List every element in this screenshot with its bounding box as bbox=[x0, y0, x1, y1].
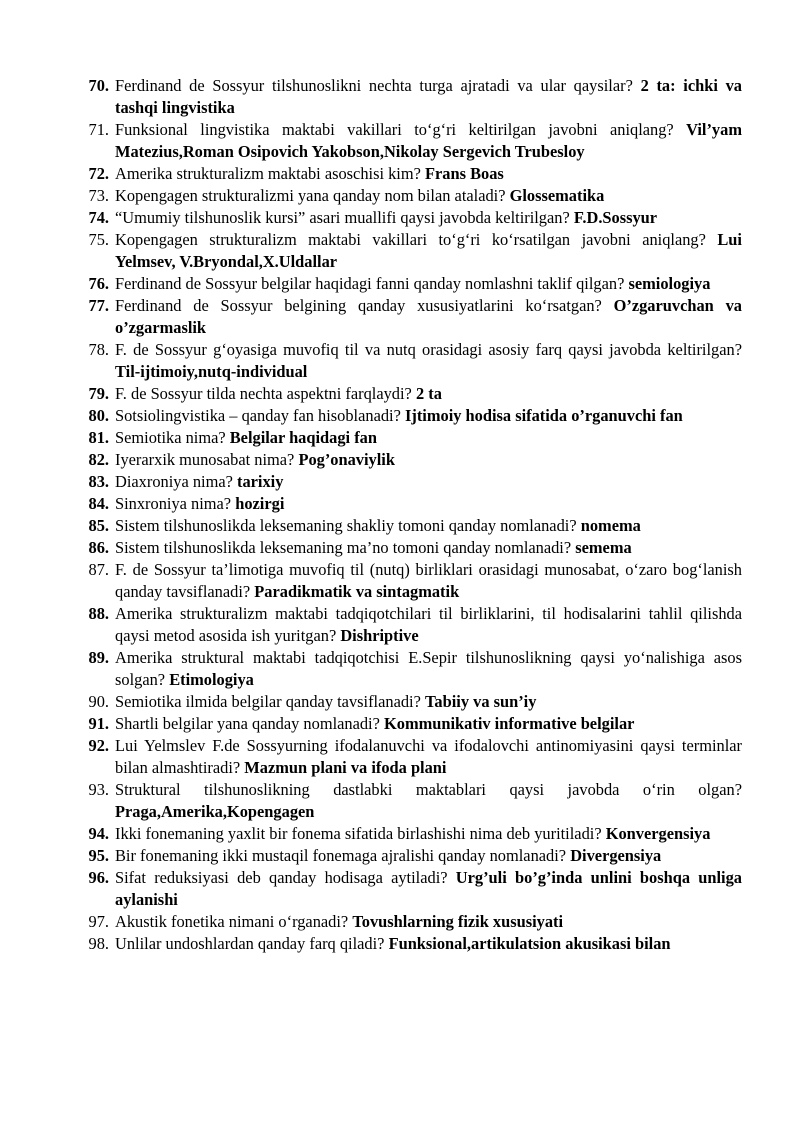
question-number: 92. bbox=[88, 736, 109, 755]
answer-text: Funksional,artikulatsion akusikasi bilan bbox=[388, 934, 671, 953]
question-text: Sifat reduksiyasi deb qanday hodisaga aytiladi? bbox=[115, 868, 448, 887]
question-text: Ferdinand de Sossyur belgining qanday xususiyatlarini ko‘rsatgan? bbox=[115, 296, 602, 315]
question-text: Amerika struktural maktabi tadqiqotchisi E.Sepir tilshunoslikning qaysi yo‘nalishiga asos solgan? bbox=[115, 648, 742, 689]
question-number: 78. bbox=[88, 340, 109, 359]
answer-text: semiologiya bbox=[628, 274, 711, 293]
answer-text: Ijtimoiy hodisa sifatida o’rganuvchi fan bbox=[405, 406, 683, 425]
question-text: Kopengagen strukturalizmi yana qanday nom bilan ataladi? bbox=[115, 186, 506, 205]
question-item-98 bbox=[0, 933, 800, 955]
question-item-82 bbox=[0, 449, 800, 471]
question-number: 80. bbox=[88, 406, 109, 425]
question-text: Ikki fonemaning yaxlit bir fonema sifatida birlashishi nima deb yuritiladi? bbox=[115, 824, 602, 843]
question-text: Semiotika nima? bbox=[115, 428, 226, 447]
question-number: 77. bbox=[88, 296, 109, 315]
answer-text: Pog’onaviylik bbox=[298, 450, 395, 469]
question-number: 93. bbox=[88, 780, 109, 799]
question-text: Shartli belgilar yana qanday nomlanadi? bbox=[115, 714, 380, 733]
question-number: 82. bbox=[88, 450, 109, 469]
question-text: Amerika strukturalizm maktabi asoschisi kim? bbox=[115, 164, 421, 183]
question-item-75 bbox=[0, 229, 800, 273]
question-text: Lui Yelmslev F.de Sossyurning ifodalanuvchi va ifodalovchi antinomiyasini qaysi terminlar bilan almashtiradi? bbox=[115, 736, 742, 777]
question-number: 97. bbox=[88, 912, 109, 931]
answer-text: Lui Yelmsev, V.Bryondal,X.Uldallar bbox=[115, 230, 742, 271]
question-item-89 bbox=[0, 647, 800, 691]
answer-text: O’zgaruvchan va o’zgarmaslik bbox=[115, 296, 742, 337]
answer-text: Etimologiya bbox=[169, 670, 254, 689]
question-number: 73. bbox=[88, 186, 109, 205]
question-number: 79. bbox=[88, 384, 109, 403]
question-number: 87. bbox=[88, 560, 109, 579]
question-item-88 bbox=[0, 603, 800, 647]
answer-text: Vil’yam Matezius,Roman Osipovich Yakobson,Nikolay Sergevich Trubesloy bbox=[115, 120, 742, 161]
question-text: F. de Sossyur ta’limotiga muvofiq til (nutq) birliklari orasidagi munosabat, o‘zaro bog‘lanish qanday tavsiflanadi? bbox=[115, 560, 742, 601]
question-text: Sinxroniya nima? bbox=[115, 494, 232, 513]
question-text: F. de Sossyur tilda nechta aspektni farqlaydi? bbox=[115, 384, 412, 403]
question-text: Iyerarxik munosabat nima? bbox=[115, 450, 295, 469]
question-number: 98. bbox=[88, 934, 109, 953]
answer-text: Kommunikativ informative belgilar bbox=[384, 714, 635, 733]
answer-text: Praga,Amerika,Kopengagen bbox=[115, 802, 315, 821]
question-number: 88. bbox=[88, 604, 109, 623]
answer-text: Paradikmatik va sintagmatik bbox=[254, 582, 460, 601]
question-number: 70. bbox=[88, 76, 109, 95]
question-number: 83. bbox=[88, 472, 109, 491]
question-item-84 bbox=[0, 493, 800, 515]
question-text: Amerika strukturalizm maktabi tadqiqotchilari til birliklarini, til hodisalarini tahlil qilishda qaysi metod asosida ish yuritgan? bbox=[115, 604, 742, 645]
question-item-95 bbox=[0, 845, 800, 867]
question-text: F. de Sossyur g‘oyasiga muvofiq til va nutq orasidagi asosiy farq qaysi javobda keltirilgan? bbox=[115, 340, 742, 359]
question-number: 96. bbox=[88, 868, 109, 887]
question-text: Ferdinand de Sossyur tilshunoslikni nechta turga ajratadi va ular qaysilar? bbox=[115, 76, 633, 95]
answer-text: Dishriptive bbox=[340, 626, 419, 645]
question-item-70 bbox=[0, 75, 800, 119]
question-item-90 bbox=[0, 691, 800, 713]
question-item-94 bbox=[0, 823, 800, 845]
question-item-83 bbox=[0, 471, 800, 493]
question-item-79 bbox=[0, 383, 800, 405]
question-item-85 bbox=[0, 515, 800, 537]
question-item-87 bbox=[0, 559, 800, 603]
answer-text: nomema bbox=[580, 516, 641, 535]
answer-text: hozirgi bbox=[235, 494, 285, 513]
question-number: 89. bbox=[88, 648, 109, 667]
question-item-80 bbox=[0, 405, 800, 427]
answer-text: 2 ta bbox=[415, 384, 442, 403]
question-number: 86. bbox=[88, 538, 109, 557]
answer-text: Frans Boas bbox=[425, 164, 504, 183]
answer-text: Til-ijtimoiy,nutq-individual bbox=[115, 362, 308, 381]
question-item-78 bbox=[0, 339, 800, 383]
question-item-74 bbox=[0, 207, 800, 229]
question-number: 72. bbox=[88, 164, 109, 183]
question-number: 94. bbox=[88, 824, 109, 843]
question-number: 90. bbox=[88, 692, 109, 711]
answer-text: Konvergensiya bbox=[605, 824, 711, 843]
question-text: Semiotika ilmida belgilar qanday tavsiflanadi? bbox=[115, 692, 421, 711]
question-number: 75. bbox=[88, 230, 109, 249]
question-item-72 bbox=[0, 163, 800, 185]
question-text: Kopengagen strukturalizm maktabi vakillari to‘g‘ri ko‘rsatilgan javobni aniqlang? bbox=[115, 230, 706, 249]
question-number: 74. bbox=[88, 208, 109, 227]
question-number: 91. bbox=[88, 714, 109, 733]
question-text: Diaxroniya nima? bbox=[115, 472, 233, 491]
question-item-77 bbox=[0, 295, 800, 339]
question-number: 76. bbox=[88, 274, 109, 293]
question-text: Sistem tilshunoslikda leksemaning ma’no tomoni qanday nomlanadi? bbox=[115, 538, 572, 557]
question-text: Bir fonemaning ikki mustaqil fonemaga ajralishi qanday nomlanadi? bbox=[115, 846, 567, 865]
answer-text: Belgilar haqidagi fan bbox=[229, 428, 377, 447]
question-item-93 bbox=[0, 779, 800, 823]
question-text: Struktural tilshunoslikning dastlabki maktablari qaysi javobda o‘rin olgan? bbox=[115, 780, 742, 799]
answer-text: semema bbox=[575, 538, 632, 557]
question-number: 95. bbox=[88, 846, 109, 865]
question-item-71 bbox=[0, 119, 800, 163]
question-text: Unlilar undoshlardan qanday farq qiladi? bbox=[115, 934, 385, 953]
answer-text: Glossematika bbox=[509, 186, 605, 205]
question-text: Akustik fonetika nimani o‘rganadi? bbox=[115, 912, 349, 931]
question-number: 81. bbox=[88, 428, 109, 447]
answer-text: Urg’uli bo’g’inda unlini boshqa unliga aylanishi bbox=[115, 868, 742, 909]
question-number: 84. bbox=[88, 494, 109, 513]
answer-text: Divergensiya bbox=[570, 846, 662, 865]
question-text: Sistem tilshunoslikda leksemaning shakliy tomoni qanday nomlanadi? bbox=[115, 516, 577, 535]
question-text: Funksional lingvistika maktabi vakillari to‘g‘ri keltirilgan javobni aniqlang? bbox=[115, 120, 674, 139]
answer-text: F.D.Sossyur bbox=[573, 208, 658, 227]
question-item-96 bbox=[0, 867, 800, 911]
document-page bbox=[0, 75, 800, 955]
answer-text: 2 ta: ichki va tashqi lingvistika bbox=[115, 76, 742, 117]
question-item-73 bbox=[0, 185, 800, 207]
question-text: Sotsiolingvistika – qanday fan hisoblanadi? bbox=[115, 406, 401, 425]
question-item-97 bbox=[0, 911, 800, 933]
question-item-92 bbox=[0, 735, 800, 779]
answer-text: Tovushlarning fizik xususiyati bbox=[352, 912, 564, 931]
question-text: Ferdinand de Sossyur belgilar haqidagi fanni qanday nomlashni taklif qilgan? bbox=[115, 274, 625, 293]
answer-text: Mazmun plani va ifoda plani bbox=[244, 758, 447, 777]
answer-text: Tabiiy va sun’iy bbox=[424, 692, 537, 711]
question-number: 85. bbox=[88, 516, 109, 535]
answer-text: tarixiy bbox=[237, 472, 284, 491]
question-item-91 bbox=[0, 713, 800, 735]
question-item-76 bbox=[0, 273, 800, 295]
question-item-86 bbox=[0, 537, 800, 559]
question-item-81 bbox=[0, 427, 800, 449]
question-text: “Umumiy tilshunoslik kursi” asari muallifi qaysi javobda keltirilgan? bbox=[115, 208, 570, 227]
question-number: 71. bbox=[88, 120, 109, 139]
